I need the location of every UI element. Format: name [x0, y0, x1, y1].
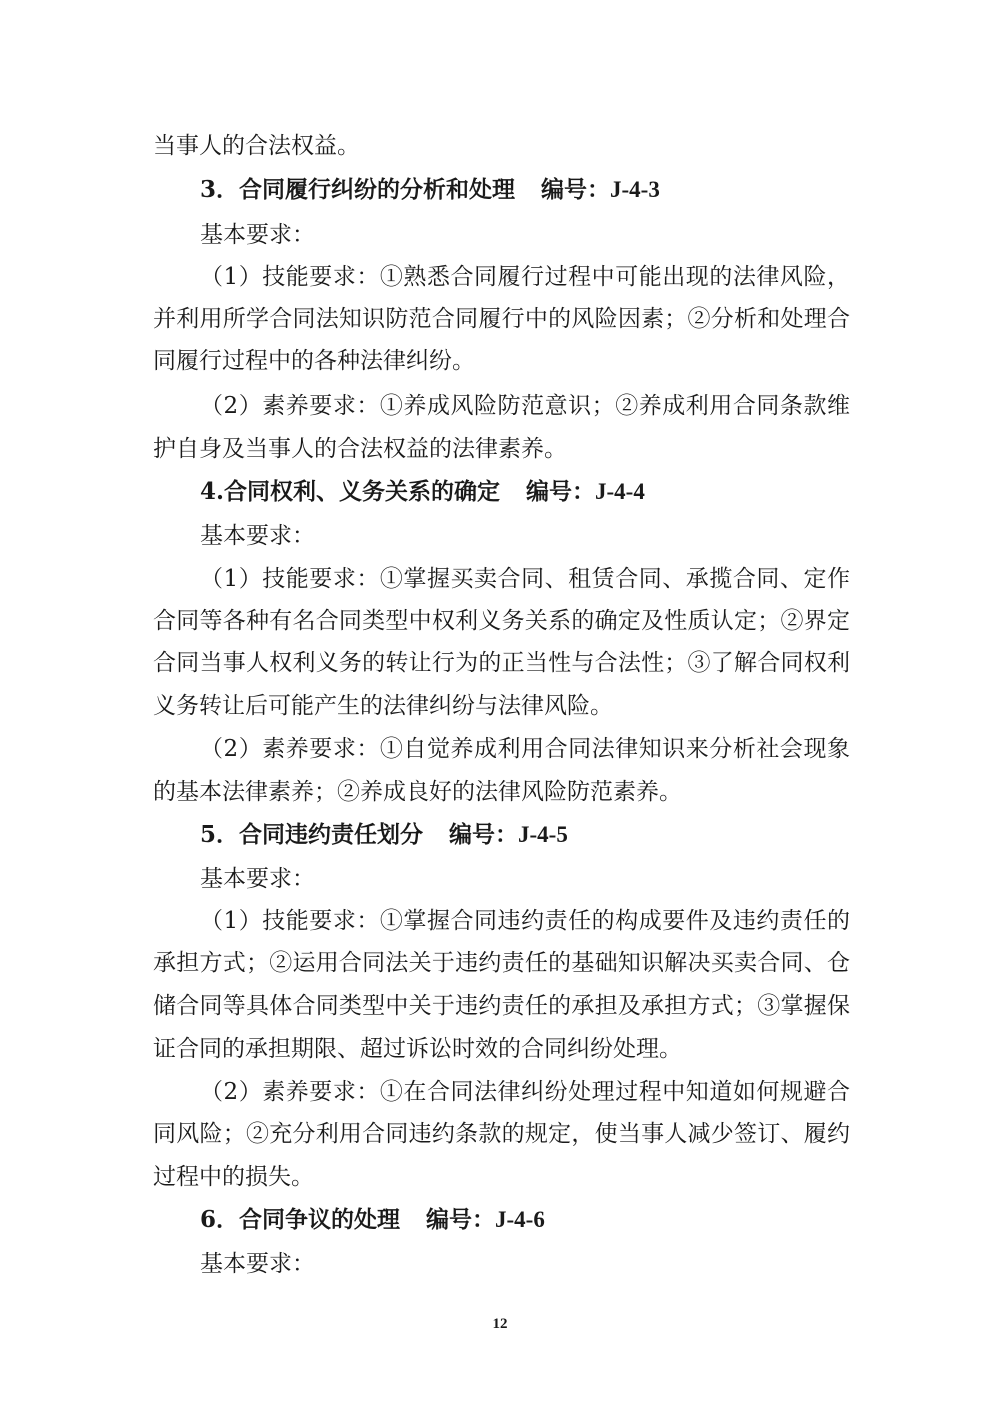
text-line: 护自身及当事人的合法权益的法律素养。: [153, 436, 567, 462]
section-number: 5．: [200, 821, 240, 848]
section-number: 4.: [200, 478, 225, 505]
text-line: （2）素养要求：①养成风险防范意识；②养成利用合同条款维: [200, 393, 850, 419]
text-line: 同风险；②充分利用合同违约条款的规定，使当事人减少签订、履约: [153, 1121, 850, 1147]
text-line: 证合同的承担期限、超过诉讼时效的合同纠纷处理。: [153, 1036, 682, 1062]
basic-requirements-label: 基本要求：: [200, 222, 315, 248]
code-label: 编号：: [426, 1206, 496, 1233]
text-line: 的基本法律素养；②养成良好的法律风险防范素养。: [153, 779, 682, 805]
section-number: 3．: [200, 176, 240, 203]
section-heading-3: [200, 175, 660, 205]
text-line: （1）技能要求：①熟悉合同履行过程中可能出现的法律风险，: [200, 264, 850, 290]
page-number: 12: [492, 1316, 508, 1332]
section-heading-5: [200, 820, 568, 850]
text-line: 同履行过程中的各种法律纠纷。: [153, 348, 475, 374]
basic-requirements-label: 基本要求：: [200, 866, 315, 892]
text-line: （2）素养要求：①自觉养成利用合同法律知识来分析社会现象: [200, 736, 850, 762]
text-line: 并利用所学合同法知识防范合同履行中的风险因素；②分析和处理合: [153, 306, 850, 332]
section-title: 合同争议的处理: [239, 1206, 401, 1233]
section-heading-4: [200, 477, 645, 507]
text-line: 承担方式；②运用合同法关于违约责任的基础知识解决买卖合同、仓: [153, 950, 850, 976]
text-line: 过程中的损失。: [153, 1164, 314, 1190]
section-title: 合同履行纠纷的分析和处理: [239, 176, 516, 203]
text-line: （1）技能要求：①掌握合同违约责任的构成要件及违约责任的: [200, 908, 850, 934]
section-title: 合同权利、义务关系的确定: [224, 478, 501, 505]
code-label: 编号：: [526, 478, 596, 505]
text-line: 当事人的合法权益。: [153, 133, 360, 159]
section-code: J-4-3: [610, 177, 660, 202]
text-line: 合同等各种有名合同类型中权利义务关系的确定及性质认定；②界定: [153, 608, 850, 634]
text-line: 合同当事人权利义务的转让行为的正当性与合法性；③了解合同权利: [153, 650, 850, 676]
basic-requirements-label: 基本要求：: [200, 1251, 315, 1277]
text-line: （1）技能要求：①掌握买卖合同、租赁合同、承揽合同、定作: [200, 566, 850, 592]
text-line: 储合同等具体合同类型中关于违约责任的承担及承担方式；③掌握保: [153, 993, 850, 1019]
section-code: J-4-4: [595, 479, 645, 504]
section-number: 6．: [200, 1206, 240, 1233]
code-label: 编号：: [449, 821, 519, 848]
text-line: 义务转让后可能产生的法律纠纷与法律风险。: [153, 693, 613, 719]
basic-requirements-label: 基本要求：: [200, 523, 315, 549]
text-line: （2）素养要求：①在合同法律纠纷处理过程中知道如何规避合: [200, 1079, 850, 1105]
section-code: J-4-5: [518, 822, 568, 847]
code-label: 编号：: [541, 176, 611, 203]
section-code: J-4-6: [495, 1207, 545, 1232]
section-title: 合同违约责任划分: [239, 821, 424, 848]
section-heading-6: [200, 1205, 545, 1235]
